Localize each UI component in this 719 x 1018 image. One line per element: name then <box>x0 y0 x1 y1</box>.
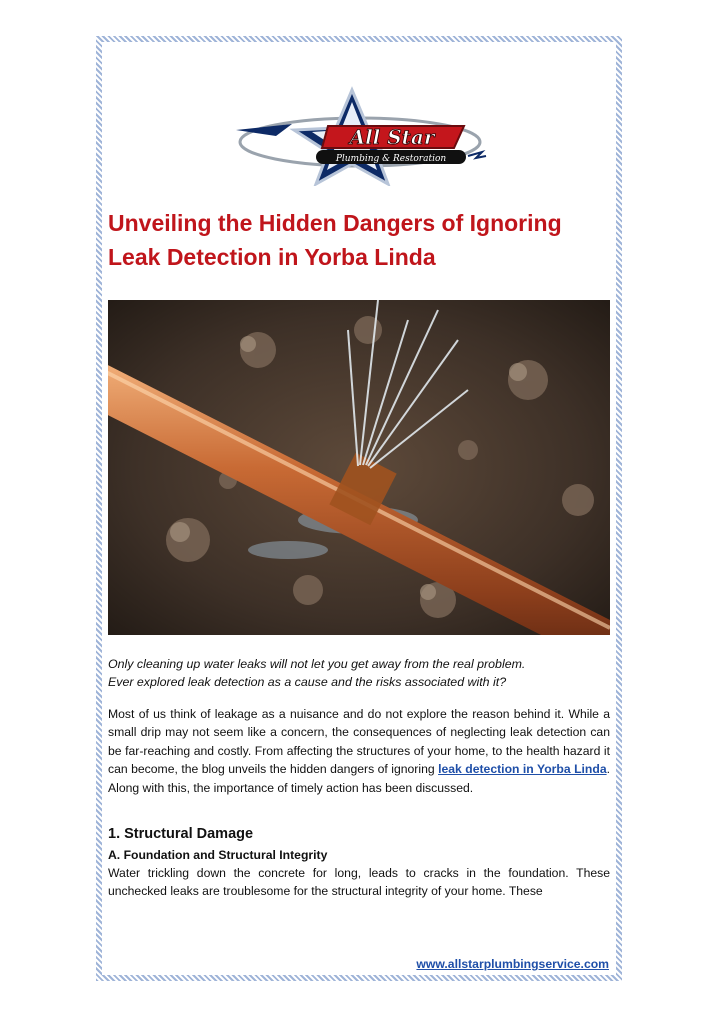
title-line-1: Unveiling the Hidden Dangers of Ignoring <box>108 210 562 236</box>
intro-text-before-link: Most of us think of leakage as a nuisance and do not explore the reason behind it. While a small drip may not seem like a concern, the consequences of neglecting leak detection can be far-reaching and costly. From affecting the structures of your home, to the health hazard it can become, the blog unveils the hidden dangers of ignoring <box>108 707 610 777</box>
intro-paragraph <box>108 705 610 797</box>
lead-line-2: Ever explored leak detection as a cause and the risks associated with it? <box>108 675 507 689</box>
pipe-photo-icon <box>108 300 610 635</box>
intro-text-after-link: . Along with this, the importance of timely action has been discussed. <box>108 762 610 795</box>
title-line-2: Leak Detection in Yorba Linda <box>108 244 436 270</box>
lead-line-1: Only cleaning up water leaks will not let you get away from the real problem. <box>108 657 526 671</box>
article-title <box>108 206 608 274</box>
footer-website-link[interactable]: www.allstarplumbingservice.com <box>416 957 609 971</box>
all-star-logo <box>232 86 488 186</box>
leak-detection-link[interactable]: leak detection in Yorba Linda <box>438 762 607 777</box>
section-paragraph: Water trickling down the concrete for long, leads to cracks in the foundation. These unchecked leaks are troublesome for the structural integrity of your home. These <box>108 866 610 899</box>
section-heading-structural-damage: 1. Structural Damage <box>108 826 254 842</box>
leaking-pipe-photo <box>108 300 610 635</box>
logo-tagline: Plumbing & Restoration <box>335 154 447 164</box>
logo-brand: All Star <box>349 125 435 149</box>
subheading-foundation: A. Foundation and Structural Integrity <box>108 848 328 862</box>
lead-paragraph <box>108 655 610 691</box>
